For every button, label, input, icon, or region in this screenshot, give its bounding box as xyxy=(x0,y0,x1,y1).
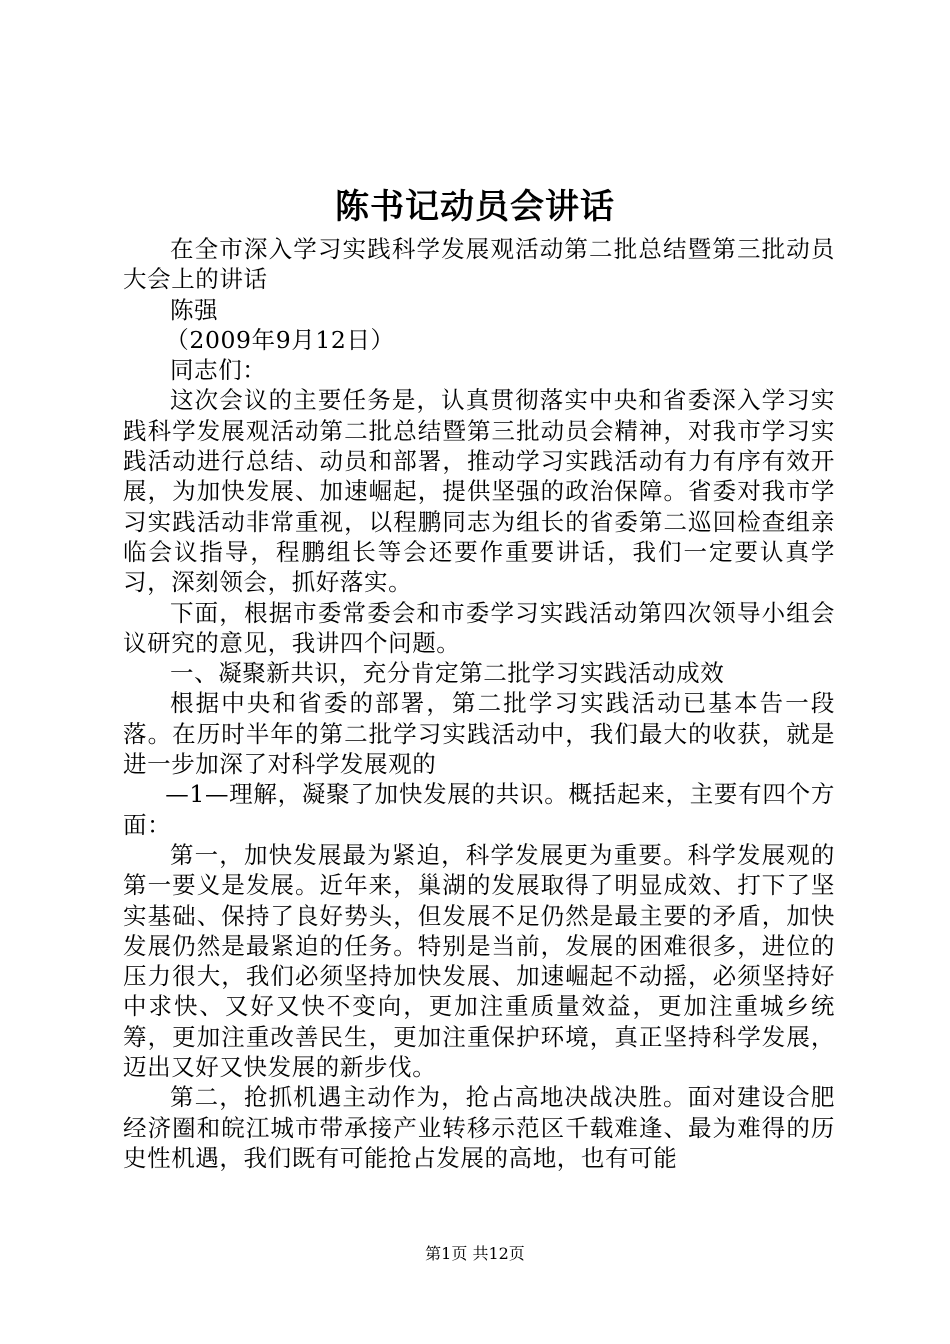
paragraph-section-1: 根据中央和省委的部署，第二批学习实践活动已基本告一段落。在历时半年的第二批学习实践活动中，我们最大的收获，就是进一步加深了对科学发展观的 xyxy=(123,689,835,779)
page-number-footer: 第1页 共12页 xyxy=(425,1244,525,1263)
paragraph-outline: 下面，根据市委常委会和市委学习实践活动第四次领导小组会议研究的意见，我讲四个问题。 xyxy=(123,598,835,657)
document-title: 陈书记动员会讲话 xyxy=(335,187,615,227)
speaker-name: 陈强 xyxy=(170,295,219,324)
paragraph-page-marker: —1—理解，凝聚了加快发展的共识。概括起来，主要有四个方面： xyxy=(123,780,835,839)
speech-date: （2009年9月12日） xyxy=(165,325,395,354)
paragraph-point-2: 第二，抢抓机遇主动作为，抢占高地决战决胜。面对建设合肥经济圈和皖江城市带承接产业转移示范区千载难逢、最为难得的历史性机遇，我们既有可能抢占发展的高地，也有可能 xyxy=(123,1083,835,1172)
speech-subtitle: 在全市深入学习实践科学发展观活动第二批总结暨第三批动员大会上的讲话 xyxy=(123,235,835,294)
paragraph-intro: 这次会议的主要任务是，认真贯彻落实中央和省委深入学习实践科学发展观活动第二批总结暨第三批动员会精神，对我市学习实践活动进行总结、动员和部署，推动学习实践活动有力有序有效开展，为加快发展、加速崛起，提供坚强的政治保障。省委对我市学习实践活动非常重视，以程鹏同志为组长的省委第二巡回检查组亲临会议指导，程鹏组长等会还要作重要讲话，我们一定要认真学习，深刻领会，抓好落实。 xyxy=(123,386,835,597)
salutation: 同志们： xyxy=(170,356,267,385)
paragraph-point-1: 第一，加快发展最为紧迫，科学发展更为重要。科学发展观的第一要义是发展。近年来，巢湖的发展取得了明显成效、打下了坚实基础、保持了良好势头，但发展不足仍然是最主要的矛盾，加快发展仍然是最紧迫的任务。特别是当前，发展的困难很多，进位的压力很大，我们必须坚持加快发展、加速崛起不动摇，必须坚持好中求快、又好又快不变向，更加注重质量效益，更加注重城乡统筹，更加注重改善民生，更加注重保护环境，真正坚持科学发展，迈出又好又快发展的新步伐。 xyxy=(123,840,835,1082)
document-body xyxy=(123,234,835,1173)
section-heading-1: 一、凝聚新共识，充分肯定第二批学习实践活动成效 xyxy=(170,659,725,688)
